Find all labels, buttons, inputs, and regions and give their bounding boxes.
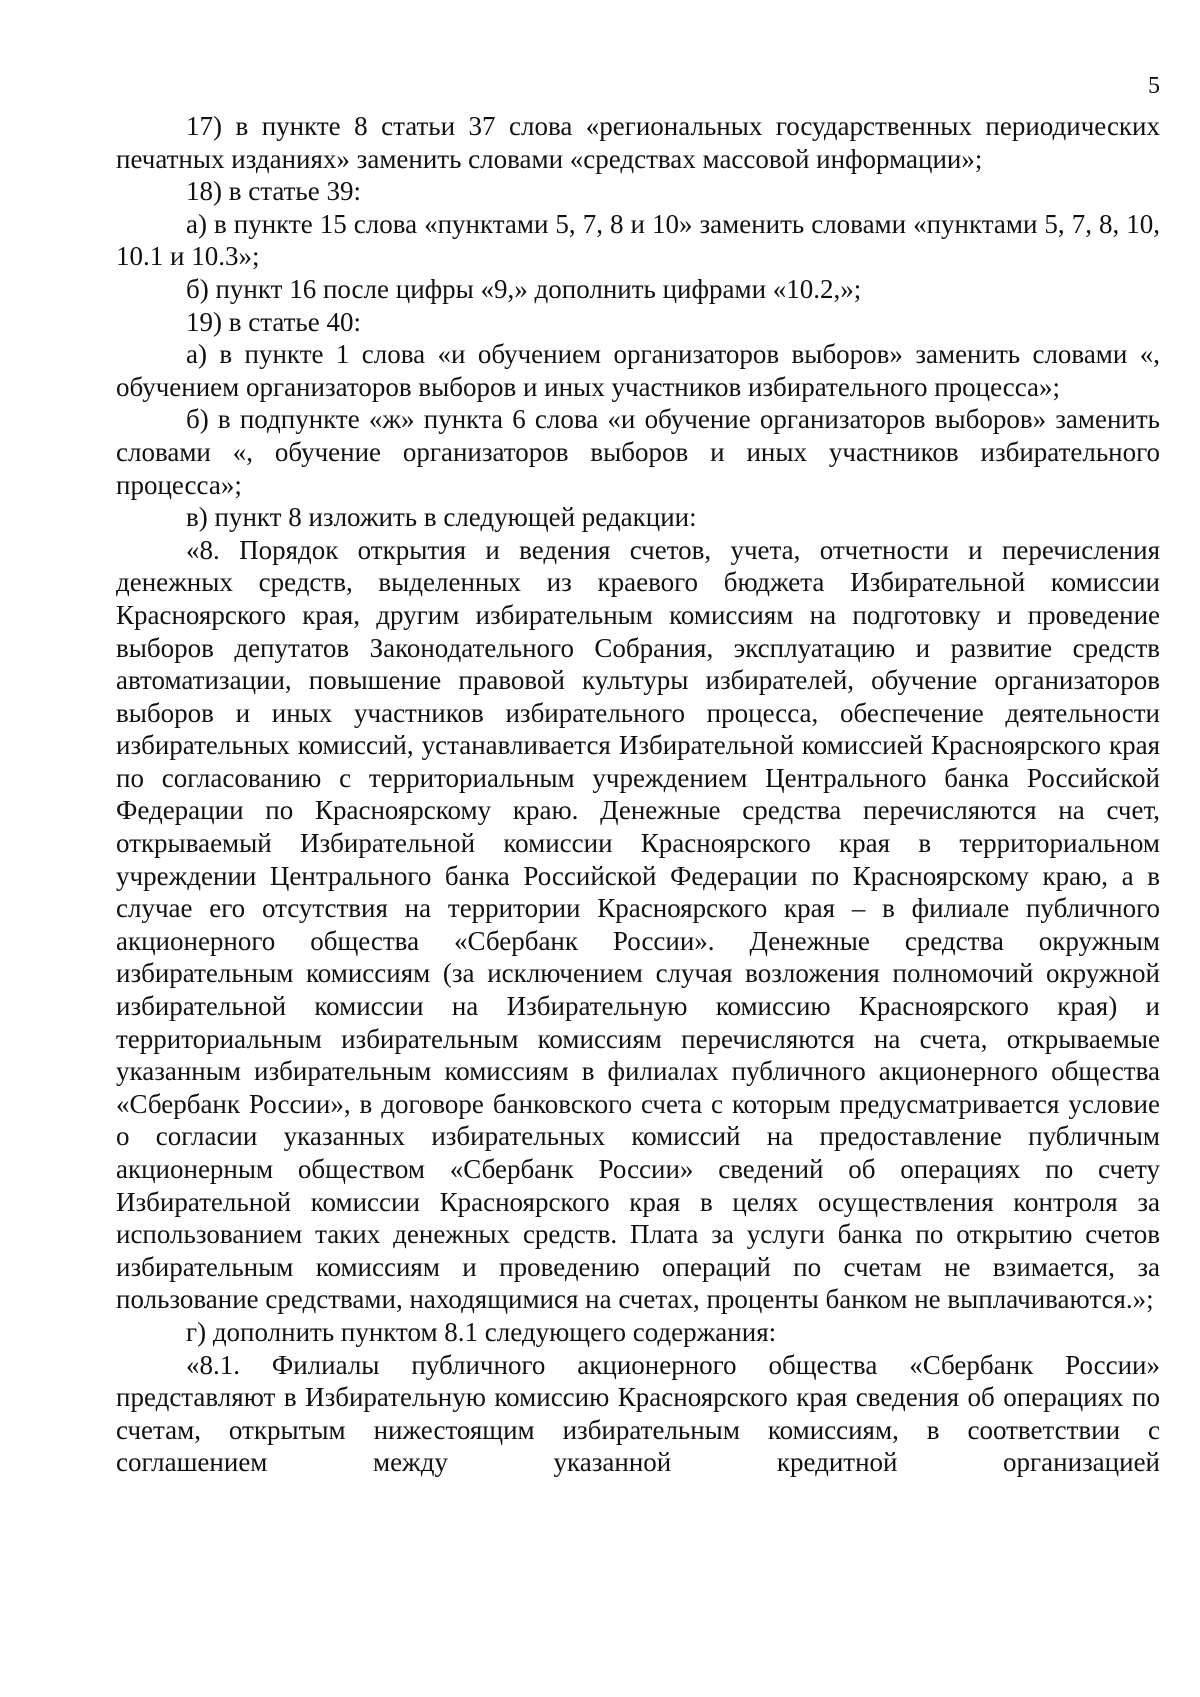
paragraph-18a: а) в пункте 15 слова «пунктами 5, 7, 8 и 10» заменить словами «пунктами 5, 7, 8, 10, 10.1 и 10.3»; [116,208,1160,272]
paragraph-19a: а) в пункте 1 слова «и обучением организаторов выборов» заменить словами «, обучением организаторов выборов и иных участников избирательного процесса»; [116,339,1160,402]
page-number: 5 [1148,73,1160,99]
document-body [116,110,1160,1479]
paragraph-17-article-37: 17) в пункте 8 статьи 37 слова «региональных государственных периодических печатных изданиях» заменить словами «средствах массовой информации»; [116,111,1160,174]
paragraph-18-article-39: 18) в статье 39: [186,176,361,207]
paragraph-19v: в) пункт 8 изложить в следующей редакции: [186,502,697,533]
paragraph-19g: г) дополнить пунктом 8.1 следующего содержания: [186,1316,777,1347]
quoted-point-8: «8. Порядок открытия и ведения счетов, учета, отчетности и перечисления денежных средств, выделенных из краевого бюджета Избирательной комиссии Красноярского края, другим избирательным комиссиям на подготовку и проведение выборов депутатов Законодательного Собрания, эксплуатацию и развитие средств автоматизации, повышение правовой культуры избирателей, обучение организаторов выборов и иных участников избирательного процесса, обеспечение деятельности избирательных комиссий, устанавливается Избирательной комиссией Красноярского края по согласованию с территориальным учреждением Центрального банка Российской Федерации по Красноярскому краю. Денежные средства перечисляются на счет, открываемый Избирательной комиссии Красноярского края в территориальном учреждении Центрального банка Российской Федерации по Красноярскому краю, а в случае его отсутствия на территории Красноярского края – в филиале публичного акционерного общества «Сбербанк России». Денежные средства окружным избирательным комиссиям (за исключением случая возложения полномочий окружной избирательной комиссии на Избирательную комиссию Красноярского края) и территориальным избирательным комиссиям перечисляются на счета, открываемые указанным избирательным комиссиям в филиалах публичного акционерного общества «Сбербанк России», в договоре банковского счета с которым предусматривается условие о согласии указанных избирательных комиссий на предоставление публичным акционерным обществом «Сбербанк России» сведений об операциях по счету Избирательной комиссии Красноярского края в целях осуществления контроля за использованием таких денежных средств. Плата за услуги банка по открытию счетов избирательным комиссиям и проведению операций по счетам не взимается, за пользование средствами, находящимися на счетах, проценты банком не выплачиваются.»; [116,534,1160,1315]
paragraph-19-article-40: 19) в статье 40: [186,306,361,337]
paragraph-18b: б) пункт 16 после цифры «9,» дополнить цифрами «10.2,»; [186,273,862,304]
quoted-point-8-1: «8.1. Филиалы публичного акционерного общества «Сбербанк России» представляют в Избирательную комиссию Красноярского края сведения об операциях по счетам, открытым нижестоящим избирательным комиссиям, в соответствии с соглашением между указанной кредитной организацией [116,1349,1160,1478]
paragraph-19b: б) в подпункте «ж» пункта 6 слова «и обучение организаторов выборов» заменить словами «, обучение организаторов выборов и иных участников избирательного процесса»; [116,404,1160,500]
